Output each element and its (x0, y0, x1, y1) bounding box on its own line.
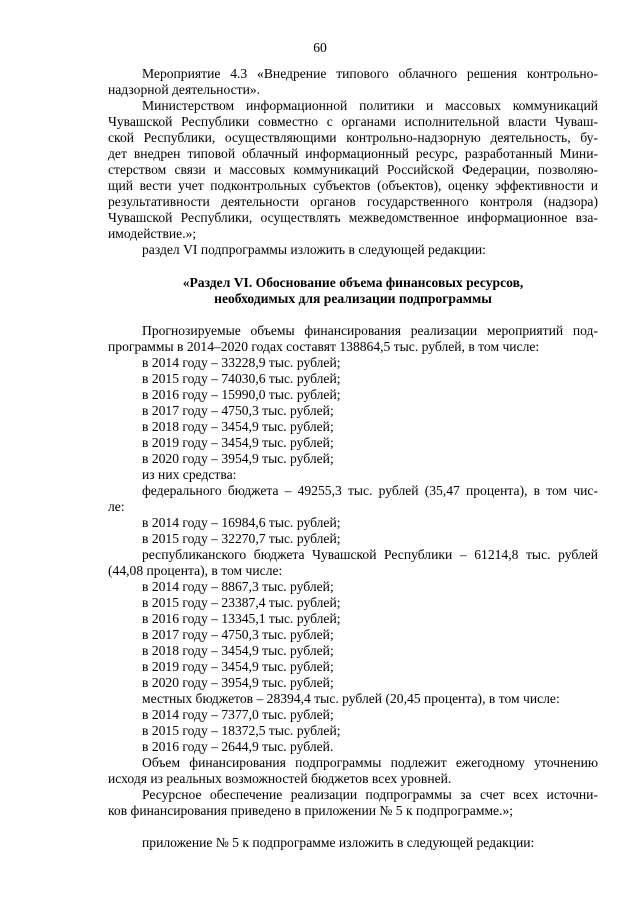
section-heading: «Раздел VI. Обоснование объема финансовых ресурсов, (182, 275, 524, 290)
list-item: в 2015 году – 32270,7 тыс. рублей; (142, 531, 341, 546)
paragraph-line: Чувашской Республики совместно с органами исполнительной власти Чуваш- (108, 114, 598, 129)
paragraph-line: стерством связи и массовых коммуникаций Российской Федерации, позволяю- (108, 162, 598, 177)
paragraph-line: из них средства: (142, 467, 237, 482)
section-heading: необходимых для реализации подпрограммы (214, 291, 492, 306)
paragraph-line: дет внедрен типовой облачный информационный ресурс, разработанный Мини- (108, 146, 598, 161)
paragraph-line: федерального бюджета – 49255,3 тыс. рублей (35,47 процента), в том чис- (142, 483, 598, 498)
list-item: в 2014 году – 33228,9 тыс. рублей; (142, 355, 341, 370)
paragraph-line: Ресурсное обеспечение реализации подпрограммы за счет всех источни- (142, 787, 598, 802)
paragraph-line: (44,08 процента), в том числе: (108, 563, 283, 578)
paragraph-line: Мероприятие 4.3 «Внедрение типового облачного решения контрольно- (142, 66, 598, 81)
list-item: в 2017 году – 4750,3 тыс. рублей; (142, 403, 334, 418)
list-item: в 2019 году – 3454,9 тыс. рублей; (142, 659, 334, 674)
paragraph-line: Прогнозируемые объемы финансирования реализации мероприятий под- (142, 323, 598, 338)
list-item: в 2020 году – 3954,9 тыс. рублей; (142, 451, 334, 466)
paragraph-line: ле: (108, 499, 125, 514)
paragraph-line: ской Республики, осуществляющими контрольно-надзорную деятельность, бу- (108, 130, 598, 145)
list-item: в 2016 году – 13345,1 тыс. рублей; (142, 611, 341, 626)
list-item: в 2016 году – 15990,0 тыс. рублей; (142, 387, 341, 402)
list-item: в 2020 году – 3954,9 тыс. рублей; (142, 675, 334, 690)
paragraph-line: Объем финансирования подпрограммы подлежит ежегодному уточнению (142, 755, 598, 770)
paragraph-line: республиканского бюджета Чувашской Республики – 61214,8 тыс. рублей (142, 547, 598, 562)
paragraph-line: раздел VI подпрограммы изложить в следующей редакции: (142, 242, 486, 257)
paragraph-line: щий вести учет подконтрольных субъектов (объектов), оценку эффективности и (108, 178, 598, 193)
page-number: 60 (313, 40, 327, 55)
paragraph-line: Чувашской Республики, осуществлять межведомственное информационное вза- (108, 210, 598, 225)
paragraph-line: результативности деятельности органов государственного контроля (надзора) (108, 194, 598, 209)
list-item: в 2017 году – 4750,3 тыс. рублей; (142, 627, 334, 642)
paragraph-line: программы в 2014–2020 годах составят 138864,5 тыс. рублей, в том числе: (108, 339, 540, 354)
list-item: в 2019 году – 3454,9 тыс. рублей; (142, 435, 334, 450)
list-item: в 2018 году – 3454,9 тыс. рублей; (142, 419, 334, 434)
paragraph-line: приложение № 5 к подпрограмме изложить в следующей редакции: (142, 835, 535, 850)
list-item: в 2014 году – 8867,3 тыс. рублей; (142, 579, 334, 594)
paragraph-line: местных бюджетов – 28394,4 тыс. рублей (20,45 процента), в том числе: (142, 691, 560, 706)
list-item: в 2018 году – 3454,9 тыс. рублей; (142, 643, 334, 658)
paragraph-line: надзорной деятельности». (108, 82, 261, 97)
list-item: в 2014 году – 7377,0 тыс. рублей; (142, 707, 334, 722)
list-item: в 2015 году – 74030,6 тыс. рублей; (142, 371, 341, 386)
paragraph-line: имодействие.»; (108, 226, 197, 241)
list-item: в 2015 году – 18372,5 тыс. рублей; (142, 723, 341, 738)
paragraph-line: ков финансирования приведено в приложении № 5 к подпрограмме.»; (108, 803, 514, 818)
paragraph-line: исходя из реальных возможностей бюджетов всех уровней. (108, 771, 452, 786)
list-item: в 2016 году – 2644,9 тыс. рублей. (142, 739, 334, 754)
list-item: в 2015 году – 23387,4 тыс. рублей; (142, 595, 341, 610)
paragraph-line: Министерством информационной политики и массовых коммуникаций (142, 98, 598, 113)
list-item: в 2014 году – 16984,6 тыс. рублей; (142, 515, 341, 530)
